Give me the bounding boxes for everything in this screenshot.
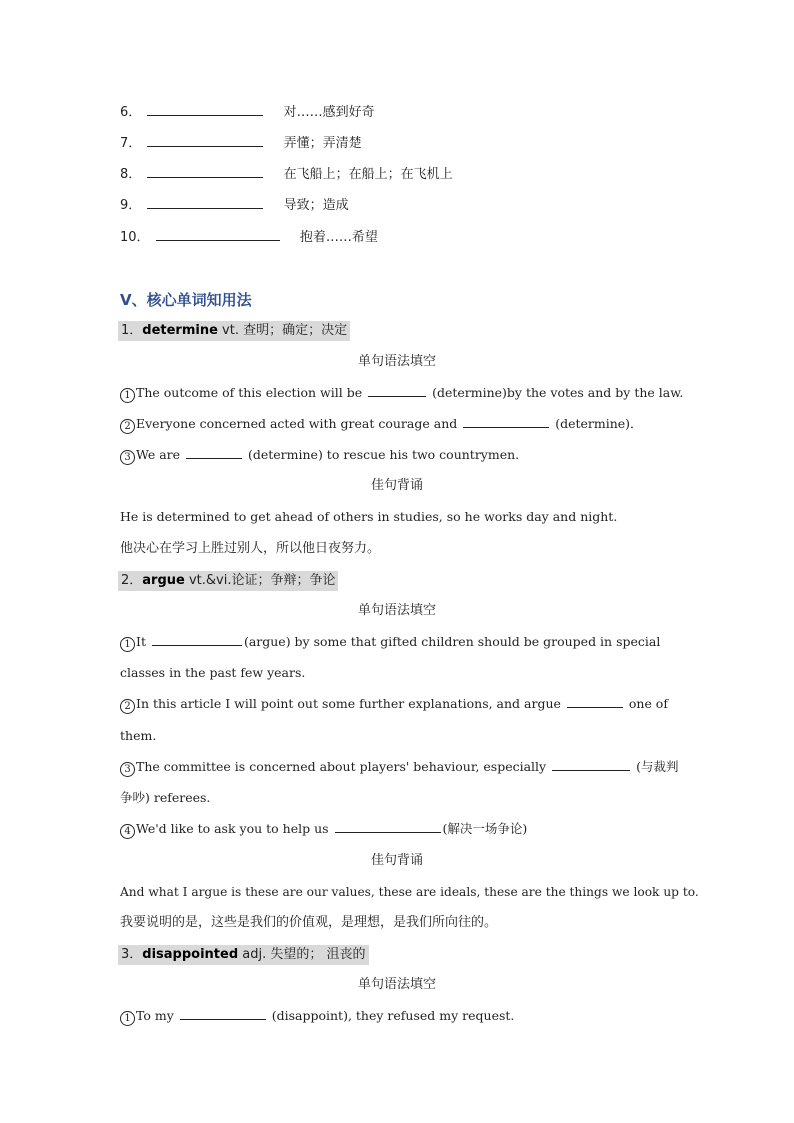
- answer-blank[interactable]: [463, 415, 549, 428]
- exercise-text: We'd like to ask you to help us: [136, 821, 333, 836]
- recite-sentence-en: And what I argue is these are our values, these are ideals, these are the things we look up to.: [120, 885, 699, 899]
- exercise-text: The outcome of this election will be: [136, 385, 367, 400]
- exercise-text: one of: [624, 696, 668, 711]
- vocab-item-9: [120, 196, 349, 215]
- exercise-text: Everyone concerned acted with great courage and: [136, 416, 462, 431]
- circled-number: 3: [120, 762, 135, 777]
- recite-heading: 佳句背诵: [370, 853, 423, 868]
- entry-number: 2．: [121, 573, 143, 588]
- answer-blank[interactable]: [147, 165, 263, 178]
- exercise-text: To my: [136, 1008, 178, 1023]
- recite-sentence-cn: 他决心在学习上胜过别人，所以他日夜努力。: [120, 541, 381, 556]
- exercise-text: (argue) by some that gifted children should be grouped in special: [243, 634, 661, 649]
- exercise-heading: 单句语法填空: [357, 354, 436, 369]
- exercise-text: The committee is concerned about players' behaviour, especially: [136, 759, 551, 774]
- exercise-item: [120, 1007, 514, 1026]
- vocab-item-7: [120, 134, 362, 153]
- answer-blank[interactable]: [152, 633, 242, 646]
- exercise-item: [120, 695, 668, 714]
- circled-number: 2: [120, 699, 135, 714]
- vocab-meaning: 导致；造成: [283, 198, 349, 213]
- exercise-text: (determine)by the votes and by the law.: [428, 385, 684, 400]
- exercise-text: (determine) to rescue his two countrymen.: [244, 447, 520, 462]
- vocab-meaning: 弄懂；弄清楚: [283, 136, 362, 151]
- answer-blank[interactable]: [552, 758, 630, 771]
- exercise-text-cont: them.: [120, 728, 157, 743]
- answer-blank[interactable]: [147, 196, 263, 209]
- vocab-number: 8．: [120, 167, 142, 182]
- word-heading-disappointed: [118, 945, 369, 965]
- answer-blank[interactable]: [368, 384, 426, 397]
- exercise-item: [120, 446, 519, 465]
- headword: argue: [142, 573, 185, 588]
- exercise-heading: 单句语法填空: [357, 977, 436, 992]
- vocab-item-6: [120, 103, 375, 122]
- exercise-item: [120, 415, 643, 434]
- recite-sentence-en: He is determined to get ahead of others in studies, so he works day and night.: [120, 509, 618, 524]
- vocab-item-10: [120, 228, 378, 247]
- entry-number: 3．: [121, 947, 143, 962]
- answer-blank[interactable]: [335, 820, 441, 833]
- exercise-text: It: [136, 634, 150, 649]
- vocab-item-8: [120, 165, 453, 184]
- exercise-item: [120, 820, 527, 839]
- entry-number: 1．: [121, 323, 143, 338]
- headword: determine: [142, 323, 218, 338]
- headword: disappointed: [142, 947, 239, 962]
- answer-blank[interactable]: [156, 228, 280, 241]
- answer-blank[interactable]: [186, 446, 242, 459]
- circled-number: 3: [120, 450, 135, 465]
- exercise-item: [120, 384, 683, 403]
- exercise-text-cont: classes in the past few years.: [120, 665, 306, 680]
- exercise-text: (与裁判: [632, 759, 679, 774]
- answer-blank[interactable]: [567, 695, 623, 708]
- exercise-text: (disappoint), they refused my request.: [267, 1008, 515, 1023]
- exercise-text: (determine)．: [551, 416, 643, 431]
- answer-blank[interactable]: [147, 134, 263, 147]
- circled-number: 1: [120, 1011, 135, 1026]
- exercise-heading: 单句语法填空: [357, 603, 436, 618]
- vocab-number: 9．: [120, 198, 142, 213]
- circled-number: 2: [120, 419, 135, 434]
- vocab-meaning: 抱着……希望: [299, 230, 378, 245]
- exercise-item: [120, 758, 678, 777]
- exercise-text: We are: [136, 447, 184, 462]
- answer-blank[interactable]: [180, 1007, 266, 1020]
- recite-sentence-cn: 我要说明的是，这些是我们的价值观，是理想，是我们所向往的。: [120, 915, 498, 930]
- circled-number: 1: [120, 388, 135, 403]
- vocab-number: 7．: [120, 136, 142, 151]
- pos-meaning: adj. 失望的； 沮丧的: [238, 947, 366, 962]
- answer-blank[interactable]: [147, 103, 263, 116]
- circled-number: 4: [120, 824, 135, 839]
- word-heading-determine: [118, 321, 350, 341]
- exercise-text: (解决一场争论): [442, 821, 528, 836]
- vocab-meaning: 在飞船上；在船上；在飞机上: [283, 167, 453, 182]
- section-title: V、核心单词知用法: [120, 291, 252, 309]
- vocab-meaning: 对……感到好奇: [283, 105, 375, 120]
- word-heading-argue: [118, 571, 338, 591]
- pos-meaning: vt.&vi.论证；争辩；争论: [184, 573, 336, 588]
- vocab-number: 6．: [120, 105, 142, 120]
- recite-heading: 佳句背诵: [370, 478, 423, 493]
- exercise-text: In this article I will point out some further explanations, and argue: [136, 696, 565, 711]
- exercise-text-cont: 争吵) referees.: [120, 790, 211, 805]
- vocab-number: 10．: [120, 230, 150, 245]
- exercise-item: [120, 633, 660, 652]
- circled-number: 1: [120, 637, 135, 652]
- pos-meaning: vt. 查明；确定；决定: [217, 323, 348, 338]
